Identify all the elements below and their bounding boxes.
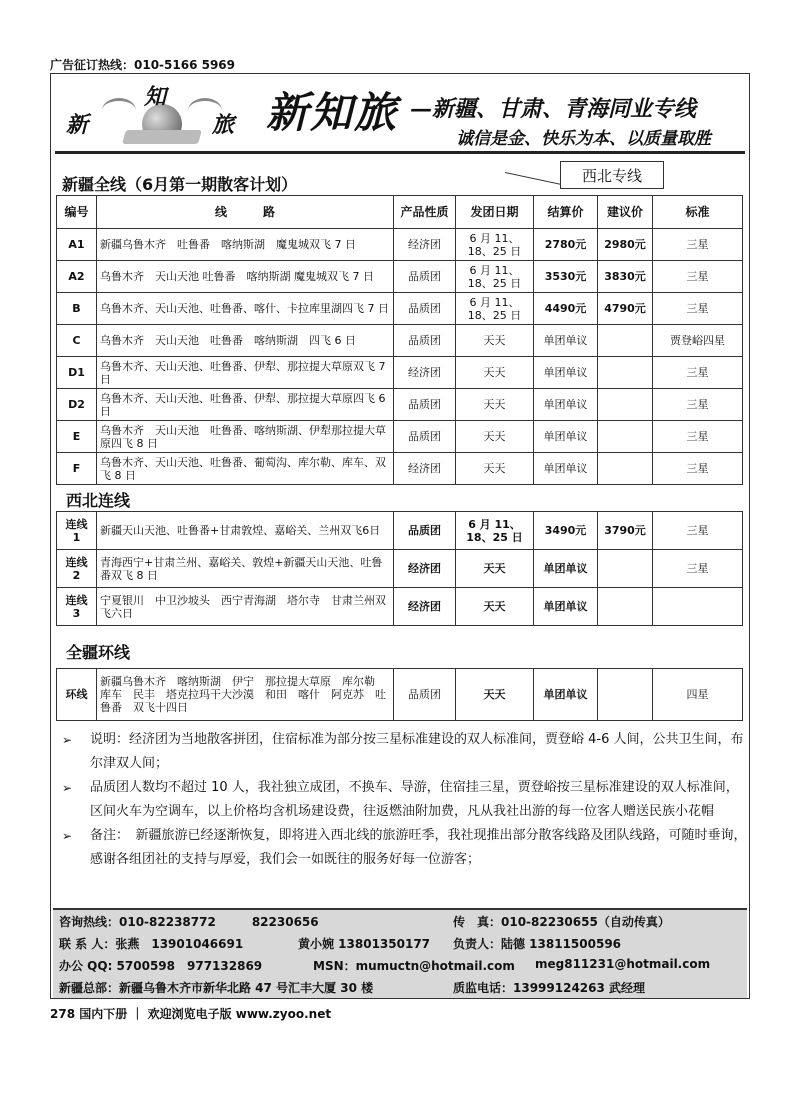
product-type: 经济团: [394, 229, 456, 261]
contact-hotline: 咨询热线：010-82238772 82230656: [59, 915, 319, 929]
route-text: 乌鲁木齐 天山天池 吐鲁番 喀纳斯湖 魔鬼城双飞 7 日: [97, 261, 394, 293]
logo-char-3: 旅: [212, 112, 235, 138]
hotel-standard: [653, 588, 743, 626]
departure-date: 天天: [456, 325, 534, 357]
route-number: 连线 3: [57, 588, 97, 626]
header-standard: 标准: [653, 196, 743, 229]
contact-fax: 传 真：010-82230655（自动传真）: [453, 915, 670, 929]
suggested-price: [598, 421, 653, 453]
departure-date: 天天: [456, 550, 534, 588]
table-row: [57, 512, 743, 550]
route-text: 乌鲁木齐、天山天池、吐鲁番、伊犁、那拉提大草原双飞 7 日: [97, 357, 394, 389]
header-date: 发团日期: [456, 196, 534, 229]
route-number: A1: [57, 229, 97, 261]
route-number: 连线 2: [57, 550, 97, 588]
route-text: 青海西宁+甘肃兰州、嘉峪关、敦煌+新疆天山天池、吐鲁番双飞 8 日: [97, 550, 394, 588]
departure-date: 天天: [456, 421, 534, 453]
hotel-standard: 三星: [653, 357, 743, 389]
contact-qq: 办公 QQ: 5700598 977132869: [59, 959, 263, 973]
hotel-standard: 三星: [653, 389, 743, 421]
northwest-table: [56, 511, 743, 626]
suggested-price: [598, 389, 653, 421]
route-number: D2: [57, 389, 97, 421]
table-row: [57, 229, 743, 261]
note-item: [60, 824, 750, 872]
notes: [60, 728, 750, 872]
hotel-standard: 三星: [653, 550, 743, 588]
settlement-price: 单团单议: [534, 550, 598, 588]
arrow-bullet-icon: ➢: [62, 829, 73, 843]
hotel-standard: 三星: [653, 453, 743, 485]
route-number: 连线 1: [57, 512, 97, 550]
arrow-bullet-icon: ➢: [62, 733, 73, 747]
table-row: [57, 389, 743, 421]
departure-date: 天天: [456, 669, 534, 721]
product-type: 经济团: [394, 550, 456, 588]
note-text: 备注： 新疆旅游已经逐渐恢复，即将进入西北线的旅游旺季，我社现推出部分散客线路及团队线路，可随时垂询，感谢各组团社的支持与厚爱，我们会一如既往的服务好每一位游客；: [90, 828, 747, 867]
route-number: B: [57, 293, 97, 325]
departure-date: 天天: [456, 588, 534, 626]
suggested-price: [598, 588, 653, 626]
route-number: E: [57, 421, 97, 453]
settlement-price: 单团单议: [534, 669, 598, 721]
section-title-northwest: 西北连线: [66, 491, 131, 510]
product-type: 经济团: [394, 588, 456, 626]
hotel-standard: 三星: [653, 229, 743, 261]
product-type: 品质团: [394, 325, 456, 357]
note-item: [60, 728, 750, 776]
logo: [62, 80, 262, 150]
settlement-price: 2780元: [534, 229, 598, 261]
arrow-bullet-icon: ➢: [62, 781, 73, 795]
route-text: 新疆乌鲁木齐 吐鲁番 喀纳斯湖 魔鬼城双飞 7 日: [97, 229, 394, 261]
settlement-price: 单团单议: [534, 325, 598, 357]
route-number: 环线: [57, 669, 97, 721]
departure-date: 6 月 11、18、25 日: [456, 261, 534, 293]
product-type: 品质团: [394, 512, 456, 550]
contact-panel: [53, 908, 747, 998]
header-route: 线 路: [97, 196, 394, 229]
departure-date: 6 月 11、18、25 日: [456, 293, 534, 325]
loop-table: [56, 668, 743, 721]
header-suggest: 建议价: [598, 196, 653, 229]
page-footer: 278 国内下册 ｜ 欢迎浏览电子版 www.zyoo.net: [50, 1007, 332, 1021]
suggested-price: 4790元: [598, 293, 653, 325]
product-type: 品质团: [394, 389, 456, 421]
suggested-price: [598, 550, 653, 588]
route-number: A2: [57, 261, 97, 293]
hotel-standard: 三星: [653, 293, 743, 325]
table-row: [57, 588, 743, 626]
brand-subtitle: —新疆、甘肃、青海同业专线: [410, 96, 697, 122]
route-number: F: [57, 453, 97, 485]
book-icon: [122, 130, 202, 144]
settlement-price: 单团单议: [534, 453, 598, 485]
route-text: 乌鲁木齐、天山天池、吐鲁番、喀什、卡拉库里湖四飞 7 日: [97, 293, 394, 325]
table-row: [57, 453, 743, 485]
product-type: 品质团: [394, 669, 456, 721]
contact-supervision: 质监电话：13999124263 武经理: [453, 981, 646, 995]
route-text: 乌鲁木齐 天山天池 吐鲁番 喀纳斯湖 四飞 6 日: [97, 325, 394, 357]
note-text: 说明：经济团为当地散客拼团，住宿标准为部分按三星标准建设的双人标准间，贾登峪 4-6 人间，公共卫生间，布尔津双人间；: [90, 732, 744, 771]
settlement-price: 单团单议: [534, 588, 598, 626]
suggested-price: [598, 669, 653, 721]
northwest-tag: 西北专线: [560, 161, 664, 189]
table-row: [57, 293, 743, 325]
suggested-price: [598, 325, 653, 357]
product-type: 品质团: [394, 261, 456, 293]
route-text: 新疆乌鲁木齐 喀纳斯湖 伊宁 那拉提大草原 库尔勒 库车 民丰 塔克拉玛干大沙漠 和田 喀什 阿克苏 吐鲁番 双飞十四日: [97, 669, 394, 721]
hotel-standard: 三星: [653, 261, 743, 293]
hotel-standard: 三星: [653, 512, 743, 550]
settlement-price: 单团单议: [534, 357, 598, 389]
departure-date: 6 月 11、18、25 日: [456, 229, 534, 261]
contact-person: 联 系 人：张燕 13901046691: [59, 937, 244, 951]
route-number: C: [57, 325, 97, 357]
section-title-xinjiang: 新疆全线（6月第一期散客计划）: [62, 175, 298, 194]
settlement-price: 3530元: [534, 261, 598, 293]
table-header-row: [57, 196, 743, 229]
product-type: 经济团: [394, 357, 456, 389]
departure-date: 天天: [456, 453, 534, 485]
logo-char-1: 新: [66, 112, 89, 138]
header-settle: 结算价: [534, 196, 598, 229]
suggested-price: 3790元: [598, 512, 653, 550]
settlement-price: 3490元: [534, 512, 598, 550]
departure-date: 天天: [456, 389, 534, 421]
product-type: 经济团: [394, 453, 456, 485]
hotel-standard: 贾登峪四星: [653, 325, 743, 357]
settlement-price: 单团单议: [534, 421, 598, 453]
route-number: D1: [57, 357, 97, 389]
header-no: 编号: [57, 196, 97, 229]
header-divider: [55, 151, 745, 154]
departure-date: 天天: [456, 357, 534, 389]
settlement-price: 4490元: [534, 293, 598, 325]
contact-hq: 新疆总部：新疆乌鲁木齐市新华北路 47 号汇丰大厦 30 楼: [59, 981, 374, 995]
ad-hotline: 广告征订热线：010-5166 5969: [50, 58, 236, 72]
product-type: 品质团: [394, 293, 456, 325]
route-text: 乌鲁木齐 天山天池 吐鲁番、喀纳斯湖、伊犁那拉提大草原四飞 8 日: [97, 421, 394, 453]
suggested-price: [598, 357, 653, 389]
route-text: 宁夏银川 中卫沙坡头 西宁青海湖 塔尔寺 甘肃兰州双飞六日: [97, 588, 394, 626]
logo-char-2: 知: [144, 84, 167, 110]
xinjiang-table: [56, 195, 743, 485]
settlement-price: 单团单议: [534, 389, 598, 421]
brand-title: 新知旅: [266, 88, 399, 137]
table-row: [57, 261, 743, 293]
route-text: 乌鲁木齐、天山天池、吐鲁番、葡萄沟、库尔勒、库车、双飞 8 日: [97, 453, 394, 485]
hotel-standard: 四星: [653, 669, 743, 721]
table-row: [57, 421, 743, 453]
contact-msn[interactable]: MSN：mumuctn@hotmail.com: [313, 959, 515, 973]
suggested-price: 2980元: [598, 229, 653, 261]
brand-slogan: 诚信是金、快乐为本、以质量取胜: [456, 129, 711, 149]
table-row: [57, 669, 743, 721]
suggested-price: 3830元: [598, 261, 653, 293]
table-row: [57, 550, 743, 588]
section-title-loop: 全疆环线: [66, 643, 131, 662]
header-type: 产品性质: [394, 196, 456, 229]
table-row: [57, 357, 743, 389]
note-text: 品质团人数均不超过 10 人，我社独立成团，不换车、导游，住宿挂三星，贾登峪按三星标准建设的双人标准间，区间火车为空调车，以上价格均含机场建设费，往返燃油附加费，凡从我社出游的每一位客人赠送民族小花帽: [90, 780, 739, 819]
route-text: 乌鲁木齐、天山天池、吐鲁番、伊犁、那拉提大草原四飞 6 日: [97, 389, 394, 421]
product-type: 品质团: [394, 421, 456, 453]
contact-manager: 负责人：陆德 13811500596: [453, 937, 622, 951]
left-wing-icon: [102, 98, 136, 123]
route-text: 新疆天山天池、吐鲁番+甘肃敦煌、嘉峪关、兰州双飞6日: [97, 512, 394, 550]
contact-email[interactable]: meg811231@hotmail.com: [535, 957, 711, 971]
table-row: [57, 325, 743, 357]
departure-date: 6 月 11、18、25 日: [456, 512, 534, 550]
contact-person-2: 黄小婉 13801350177: [298, 937, 431, 951]
hotel-standard: 三星: [653, 421, 743, 453]
note-item: [60, 776, 750, 824]
suggested-price: [598, 453, 653, 485]
